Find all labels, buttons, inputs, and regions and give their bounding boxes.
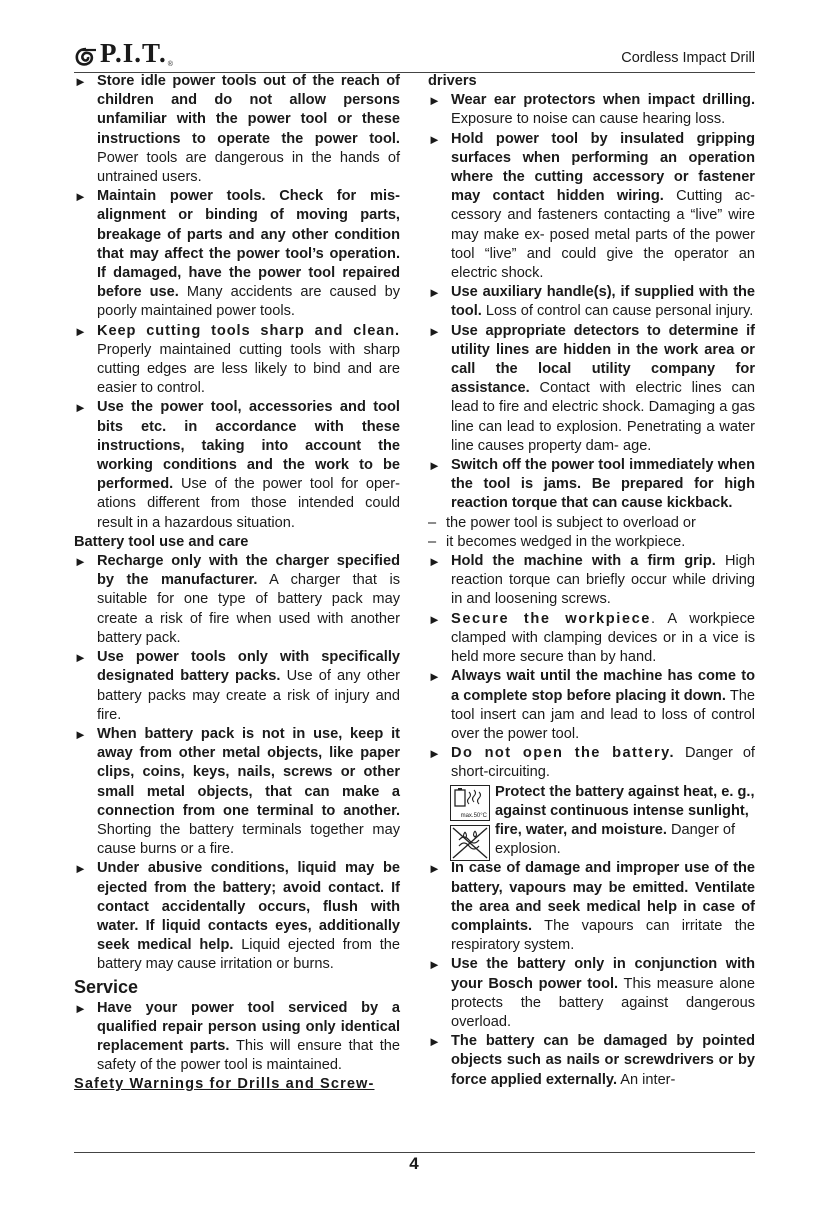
item-text: This measure alone protects the battery against dangerous overload. (451, 975, 755, 1030)
list-item (74, 322, 400, 399)
arrow-right-icon: ► (74, 861, 87, 877)
page-number: 4 (409, 1154, 419, 1173)
item-text: Use of any other battery packs may create a risk of injury and fire. (97, 668, 400, 723)
arrow-right-icon: ► (428, 554, 441, 570)
warning-icons (450, 785, 490, 865)
service-heading: Service (74, 976, 139, 997)
list-item (428, 91, 755, 129)
list-item (74, 552, 400, 648)
dash-text: the power tool is subject to overload or (446, 514, 696, 531)
item-text: Use of the power tool for operations different from those intended could result in a hazardous situation. (97, 476, 400, 531)
item-bold: Do not open the battery. (451, 745, 676, 762)
footer-divider (74, 1152, 755, 1153)
list-item (428, 1032, 755, 1090)
arrow-right-icon: ► (74, 323, 87, 339)
no-water-glyph (451, 826, 489, 860)
arrow-right-icon: ► (74, 1000, 87, 1016)
item-bold: Use appropriate detectors to determine if utility lines are hidden in the work area or call the local utility company for assistance. (451, 322, 755, 397)
item-bold: Wear ear protectors when impact drilling. (451, 92, 755, 109)
item-text: Loss of control can cause personal injury. (481, 303, 754, 320)
document-title: Cordless Impact Drill (621, 50, 755, 66)
item-text: Cutting accessory and fasteners contacting a “live” wire may make ex- posed metal parts of the power tool “live” and could give the operator an electric shock. (451, 188, 756, 282)
item-text: . A workpiece clamped with clamping devices or in a vice is held more secure than by hand. (451, 610, 755, 666)
dash-mark: – (428, 533, 437, 550)
brand-logo (74, 36, 173, 68)
no-water-icon (450, 825, 490, 861)
arrow-right-icon: ► (428, 131, 441, 147)
item-text: This will ensure that the safety of the power tool is maintained. (97, 1037, 400, 1074)
item-bold: In case of damage and improper use of the battery, vapours may be emitted. Ventilate the area and seek medical help in case of complaints. (451, 860, 755, 934)
item-bold: Hold power tool by insulated gripping surfaces when performing an operation where the cutting accessory or fastener may contact hidden wiring. (451, 130, 755, 205)
item-text: Many accidents are caused by poorly maintained power tools. (97, 284, 400, 320)
item-text: Exposure to noise can cause hearing loss. (451, 111, 726, 128)
item-text: An inter- (617, 1071, 676, 1088)
item-bold: Under abusive conditions, liquid may be ejected from the battery; avoid contact. If contact accidentally occurs, flush with water. If liquid contacts eyes, additionally seek medical help. (97, 860, 400, 954)
arrow-right-icon: ► (74, 726, 87, 742)
registered-mark: ® (167, 61, 173, 68)
dash-item (428, 514, 755, 533)
temperature-label: max.50°C (460, 812, 487, 819)
item-text: The vapours can irritate the respiratory system. (451, 917, 755, 954)
item-bold: Have your power tool serviced by a qualified repair person using only identical replacement parts. (97, 999, 400, 1054)
item-bold: Recharge only with the charger specified by the manufacturer. (97, 553, 400, 589)
right-column (428, 72, 755, 1090)
arrow-right-icon: ► (428, 746, 441, 762)
battery-heat-glyph (451, 786, 489, 820)
arrow-right-icon: ► (428, 861, 441, 877)
list-item (74, 398, 400, 532)
left-column (74, 72, 400, 1095)
item-text: Danger of short-circuiting. (451, 745, 755, 781)
item-bold: Store idle power tools out of the reach of children and do not allow persons unfamiliar with the power tool or these instructions to operate the power tool. (97, 73, 400, 147)
item-bold: Maintain power tools. Check for misalignment or binding of moving parts, breakage of parts and any other condition that may affect the power tool’s operation. If damaged, have the power tool repaired before use. (97, 188, 400, 301)
item-text: Contact with electric lines can lead to fire and electric shock. Damaging a gas line can lead to explosion. Penetrating a water line causes property dam- age. (451, 380, 755, 454)
item-bold: Hold the machine with a firm grip. (451, 553, 716, 570)
list-item (74, 72, 400, 187)
item-bold: Use auxiliary handle(s), if supplied with the tool. (451, 284, 755, 320)
item-bold: Secure the workpiece (451, 610, 652, 627)
dash-mark: – (428, 514, 437, 531)
arrow-right-icon: ► (428, 323, 441, 339)
item-bold: The battery can be damaged by pointed objects such as nails or screwdrivers or by force applied externally. (451, 1033, 755, 1088)
item-bold: Use the battery only in conjunction with your Bosch power tool. (451, 956, 755, 992)
arrow-right-icon: ► (74, 74, 87, 89)
item-text: Properly maintained cutting tools with sharp cutting edges are less likely to bind and are easier to control. (97, 341, 400, 397)
logo-text: P.I.T. (100, 38, 167, 68)
item-text: Shorting the battery terminals together may cause burns or a fire. (97, 821, 400, 858)
list-item (428, 552, 755, 610)
item-text: Power tools are dangerous in the hands of untrained users. (97, 149, 400, 186)
list-item (428, 456, 755, 514)
list-item (74, 999, 400, 1076)
item-text: Liquid ejected from the battery may cause irritation or burns. (97, 937, 400, 973)
list-item (428, 859, 755, 955)
arrow-right-icon: ► (428, 285, 441, 301)
arrow-right-icon: ► (74, 400, 87, 416)
logo-swirl-icon (74, 46, 98, 68)
arrow-right-icon: ► (428, 611, 441, 627)
arrow-right-icon: ► (428, 93, 441, 109)
item-text: The tool insert can jam and lead to loss of control over the power tool. (451, 687, 755, 742)
heading-continuation: drivers (428, 73, 477, 89)
arrow-right-icon: ► (74, 650, 87, 666)
arrow-right-icon: ► (428, 1034, 441, 1050)
arrow-right-icon: ► (428, 957, 441, 973)
item-bold: Use power tools only with specifically designated battery packs. (97, 649, 400, 685)
list-item (428, 744, 755, 782)
list-item (428, 955, 755, 1032)
heat-warning-text: Danger of explosion. (495, 821, 736, 858)
item-bold: Always wait until the machine has come to a complete stop before placing it down. (451, 668, 755, 704)
arrow-right-icon: ► (428, 458, 441, 474)
battery-heat-warning (450, 783, 755, 860)
list-item (428, 283, 755, 321)
list-item (74, 648, 400, 725)
dash-item (428, 533, 755, 552)
item-bold: When battery pack is not in use, keep it away from other metal objects, like paper clips, coins, keys, nails, screws or other small metal objects, that can make a connection from one terminal to another. (97, 725, 400, 819)
item-bold: Switch off the power tool immediately when the tool is jams. Be prepared for high reaction torque that can cause kickback. (451, 457, 755, 512)
drill-safety-heading: Safety Warnings for Drills and Screw- (74, 1076, 375, 1093)
list-item (428, 610, 755, 668)
heat-warning-bold: Protect the battery against heat, e. g., against continuous intense sunlight, fire, water, and moisture. (495, 783, 755, 838)
arrow-right-icon: ► (74, 554, 87, 570)
battery-heat-icon (450, 785, 490, 821)
list-item (428, 667, 755, 744)
arrow-right-icon: ► (74, 189, 87, 205)
arrow-right-icon: ► (428, 669, 441, 685)
list-item (428, 322, 755, 456)
battery-heading: Battery tool use and care (74, 533, 249, 550)
item-bold: Keep cutting tools sharp and clean. (97, 322, 400, 339)
list-item (74, 859, 400, 974)
item-text: High reaction torque can briefly occur while driving in and loosening screws. (451, 553, 755, 608)
list-item (74, 187, 400, 321)
list-item (74, 725, 400, 859)
page-header (74, 36, 755, 72)
dash-text: it becomes wedged in the workpiece. (446, 533, 686, 550)
list-item (428, 130, 755, 284)
item-bold: Use the power tool, accessories and tool bits etc. in accordance with these instructions, taking into account the working conditions and the work to be performed. (97, 399, 400, 493)
item-text: A charger that is suitable for one type of battery pack may create a risk of fire when used with another battery pack. (97, 572, 400, 646)
